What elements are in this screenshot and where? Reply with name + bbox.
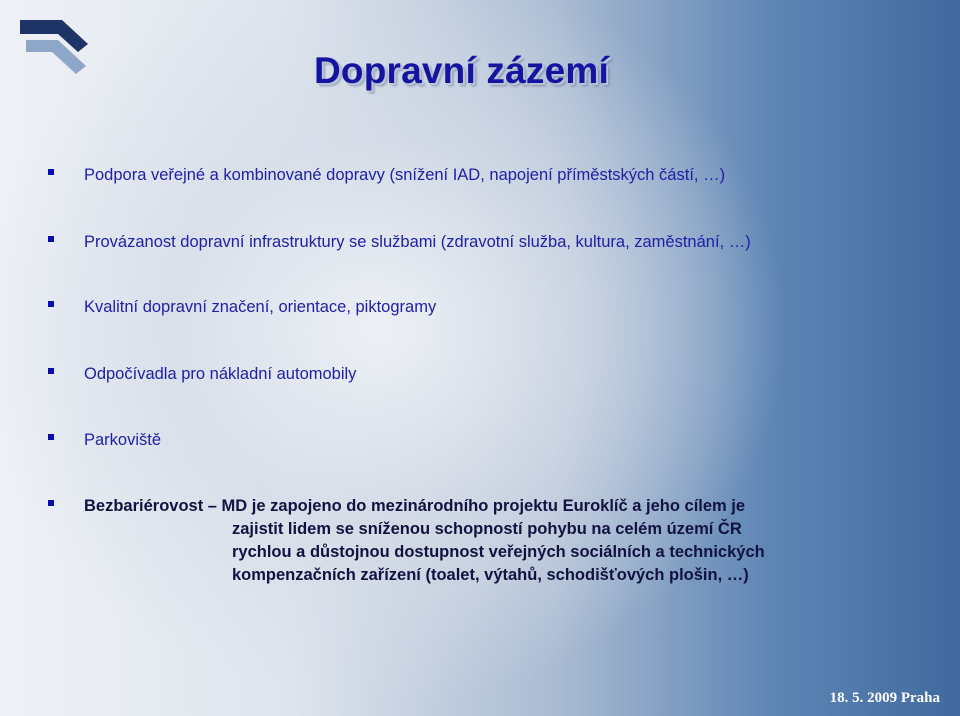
square-bullet-icon <box>48 236 54 242</box>
bullet-continuation-line: kompenzačních zařízení (toalet, výtahů, schodišťových plošin, …) <box>232 566 749 584</box>
bullet-text: Podpora veřejné a kombinované dopravy (snížení IAD, napojení příměstských částí, …) <box>84 166 726 184</box>
slide-title: Dopravní zázemí <box>314 50 609 91</box>
square-bullet-icon <box>48 500 54 506</box>
bullet-text: Odpočívadla pro nákladní automobily <box>84 365 357 383</box>
bullet-text: Provázanost dopravní infrastruktury se službami (zdravotní služba, kultura, zaměstnání, …) <box>84 233 751 251</box>
square-bullet-icon <box>48 368 54 374</box>
bullet-text: Bezbariérovost – MD je zapojeno do mezinárodního projektu Euroklíč a jeho cílem je <box>84 497 746 515</box>
square-bullet-icon <box>48 434 54 440</box>
bullet-continuation-line: zajistit lidem se sníženou schopností pohybu na celém území ČR <box>232 520 742 538</box>
footer-date-location: 18. 5. 2009 Praha <box>829 690 940 706</box>
bullet-text: Kvalitní dopravní značení, orientace, piktogramy <box>84 298 437 316</box>
square-bullet-icon <box>48 301 54 307</box>
square-bullet-icon <box>48 169 54 175</box>
bullet-text: Parkoviště <box>84 431 162 449</box>
bullet-continuation-line: rychlou a důstojnou dostupnost veřejných sociálních a technických <box>232 543 765 561</box>
